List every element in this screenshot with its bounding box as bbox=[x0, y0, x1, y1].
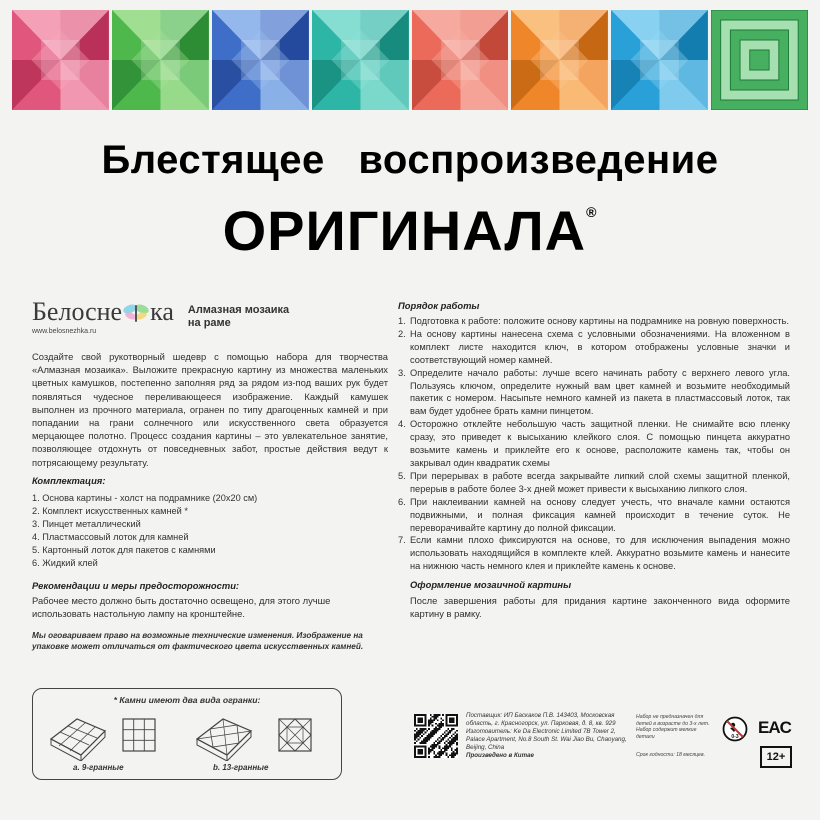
kit-list bbox=[32, 492, 388, 570]
registered-mark: ® bbox=[586, 204, 598, 220]
no-small-children-icon bbox=[722, 716, 748, 742]
disclaimer-text: Мы оговариваем право на возможные технические изменения. Изображение на упаковке может отличаться от фактического цвета искусственных камней. bbox=[32, 631, 364, 652]
procedure-heading: Порядок работы bbox=[398, 300, 480, 311]
eac-mark: EAC bbox=[758, 718, 791, 737]
kit-item: 1. Основа картины - холст на подрамнике (20х20 см) bbox=[32, 492, 258, 503]
procedure-step: 2. На основу картины нанесена схема с условными обозначениями. На вложенном в комплект листе находится ключ, в котором отображены условные значки и соответствующий номер камней. bbox=[398, 328, 790, 365]
gem-strip bbox=[12, 10, 808, 110]
procedure-step: 7. Если камни плохо фиксируются на основе, то для исключения выпадения можно использовать находящийся в комплекте клей. Аккуратно возьмите камень и нанесите на нижнюю часть немного клея и приклейте камень к основе. bbox=[398, 535, 790, 572]
kit-item: 3. Пинцет металлический bbox=[32, 518, 141, 529]
emerald-gem bbox=[711, 10, 808, 110]
brand-block bbox=[32, 298, 388, 350]
kit-item: 2. Комплект искусственных камней * bbox=[32, 505, 188, 516]
design-heading: Оформление мозаичной картины bbox=[410, 579, 572, 591]
left-column bbox=[32, 298, 388, 652]
blue-gem bbox=[212, 10, 309, 110]
pink-gem bbox=[12, 10, 109, 110]
thirteen-facet-label: b. 13-гранные bbox=[213, 763, 269, 772]
headline-line1: Блестящее воспроизведение bbox=[101, 138, 719, 182]
tagline-line1: Алмазная мозаика bbox=[187, 304, 290, 316]
procedure-step: 6. При наклеивании камней на основу следует учесть, что вначале камни остаются подвижными, и полная фиксация камней происходит в течение суток. Не переворачивайте картину до полной фиксации. bbox=[398, 496, 790, 533]
age-warning: Набор не предназначен для детей в возрасте до 3-х лет. Набор содержит мелкие детали bbox=[636, 714, 710, 740]
kit-heading: Комплектация: bbox=[32, 474, 106, 486]
dragonfly-icon bbox=[123, 301, 149, 323]
brand-logo bbox=[32, 298, 174, 326]
product-tagline bbox=[188, 304, 289, 330]
qr-code-icon bbox=[414, 714, 458, 758]
stone-cuts-box bbox=[32, 688, 342, 780]
made-in-text: Произведено в Китае bbox=[466, 752, 534, 759]
salmon-gem bbox=[412, 10, 509, 110]
supplier-info bbox=[466, 712, 632, 760]
tagline-line2: на раме bbox=[187, 317, 231, 329]
manufacturer-text: Изготовитель: Ke Da Electronic Limited 7B Tower 2, Palace Apartment, No.8 South St. Wai Jiao Bu, Chaoyang, Beijing, China bbox=[466, 728, 627, 751]
kit-item: 4. Пластмассовый лоток для камней bbox=[32, 531, 189, 542]
nine-facet-stone-icon bbox=[47, 709, 163, 761]
procedure-list bbox=[398, 315, 790, 573]
green-gem bbox=[112, 10, 209, 110]
footer-block bbox=[414, 712, 800, 782]
brand-name-start: Белосне bbox=[32, 297, 123, 326]
nine-facet-label: a. 9-гранные bbox=[73, 763, 124, 772]
sky-gem bbox=[611, 10, 708, 110]
age-rating-badge: 12+ bbox=[760, 746, 792, 768]
procedure-step: 5. При перерывах в работе всегда закрывайте липкий слой схемы защитной пленкой, перерыв в работе более 3-х дней может привести к высыханию липкого слоя. bbox=[398, 470, 790, 494]
right-column bbox=[398, 300, 790, 621]
supplier-text: Поставщик: ИП Баскаков П.В. 143403, Московская область, г. Красногорск, ул. Парковая, д. 8, кв. 929 bbox=[466, 712, 616, 727]
procedure-step: 4. Осторожно отклейте небольшую часть защитной пленки. Не снимайте всю пленку сразу, это приведет к высыханию клейкого слоя. С помощью пинцета аккуратно возьмите камень и приклейте его к основе, расположите камень так, чтобы он закрывал один квадратик схемы bbox=[398, 419, 790, 468]
orange-gem bbox=[511, 10, 608, 110]
stone-cuts-title: * Камни имеют два вида огранки: bbox=[113, 695, 261, 705]
headline-original: ОРИГИНАЛА bbox=[222, 199, 587, 262]
precautions-text: Рабочее место должно быть достаточно освещено, для этого лучше использовать настольную лампу на кронштейне. bbox=[32, 594, 331, 620]
procedure-step: 3. Определите начало работы: лучше всего начинать работу с верхнего левого угла. Пользуясь ключом, определите нужный вам цвет камней и возьмите необходимый пакетик с номером. Насыпьте немного камней из пакета в пластмассовый лоток, так вам будет удобнее брать камни пинцетом. bbox=[398, 367, 790, 417]
precautions-heading: Рекомендации и меры предосторожности: bbox=[32, 579, 240, 591]
teal-gem bbox=[312, 10, 409, 110]
shelf-life: Срок годности: 18 месяцев. bbox=[636, 752, 706, 758]
headline-line2 bbox=[0, 198, 820, 263]
intro-text: Создайте свой рукотворный шедевр с помощью набора для творчества «Алмазная мозаика». Выложите прекрасную картину из множества маленьких цветных камушков, постепенно заполняя ряд за рядом из-под ваших рук будет появляться чудесное переливающееся изображение. Каждый камушек выполнен из прочного материала, огранен по типу драгоценных камней и при попадании на грани солнечного или искусственного света образуется мерцающее полотно. Процесс создания картины – это увлекательное занятие, позволяющее отдохнуть от повседневных забот, простые действия ведут к потрясающему результату. bbox=[32, 351, 388, 468]
design-text: После завершения работы для придания картине законченного вида оформите картину в рамку. bbox=[410, 595, 790, 620]
kit-item: 6. Жидкий клей bbox=[32, 557, 98, 568]
brand-url: www.belosnezhka.ru bbox=[32, 328, 97, 335]
no-small-label: 0-3 bbox=[731, 734, 739, 740]
thirteen-facet-stone-icon bbox=[193, 709, 333, 761]
brand-name-end: ка bbox=[150, 297, 174, 326]
kit-item: 5. Картонный лоток для пакетов с камнями bbox=[32, 544, 216, 555]
procedure-step: 1. Подготовка к работе: положите основу картины на подрамнике на ровную поверхность. bbox=[398, 316, 789, 326]
